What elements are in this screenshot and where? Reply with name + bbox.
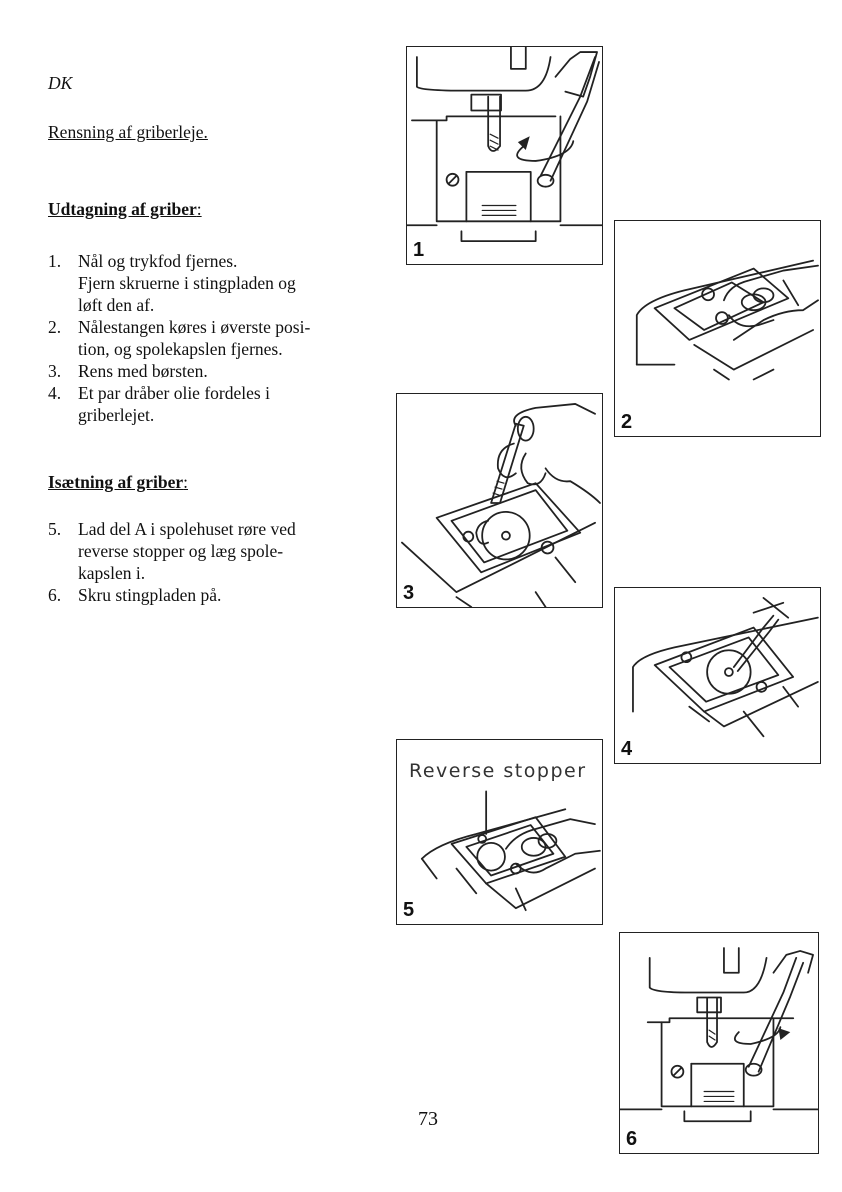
section-title: Rensning af griberleje. (48, 122, 208, 142)
step-line: tion, og spolekapslen fjernes. (78, 339, 283, 359)
removal-heading-text: Udtagning af griber (48, 199, 197, 219)
step-number: 6. (48, 585, 62, 605)
figure-4 (614, 587, 821, 764)
step-number: 5. (48, 519, 62, 539)
step-line: Skru stingpladen på. (78, 585, 222, 605)
lift-needle-plate-icon (615, 221, 820, 436)
step-line: Nålestangen køres i øverste posi- (78, 317, 311, 337)
screwdriver-needle-plate-icon (620, 933, 818, 1153)
figure-number: 2 (621, 411, 633, 433)
figure-2 (614, 220, 821, 437)
insertion-steps (48, 518, 296, 606)
step-5 (48, 518, 296, 584)
figure-number: 1 (413, 239, 425, 261)
figure-caption: Reverse stopper (409, 760, 587, 782)
insertion-heading-text: Isætning af griber (48, 472, 184, 492)
step-line: Lad del A i spolehuset røre ved (78, 519, 296, 539)
step-3 (48, 360, 310, 382)
step-number: 1. (48, 251, 62, 271)
figure-number: 6 (626, 1128, 638, 1150)
step-4 (48, 382, 310, 426)
step-number: 3. (48, 361, 62, 381)
step-line: Fjern skruerne i stingpladen og (78, 273, 296, 293)
figure-number: 3 (403, 582, 415, 604)
figure-5 (396, 739, 603, 925)
page-number: 73 (418, 1108, 438, 1130)
step-line: kapslen i. (78, 563, 146, 583)
removal-steps (48, 250, 310, 426)
step-number: 2. (48, 317, 62, 337)
step-1 (48, 250, 310, 316)
figure-number: 4 (621, 738, 633, 760)
step-line: løft den af. (78, 295, 155, 315)
step-2 (48, 316, 310, 360)
step-6 (48, 584, 296, 606)
bobbin-case-insert-icon (397, 740, 602, 924)
oil-drop-icon (615, 588, 820, 763)
step-line: Nål og trykfod fjernes. (78, 251, 238, 271)
figure-number: 5 (403, 899, 415, 921)
screwdriver-needle-plate-icon (407, 47, 602, 264)
figure-3 (396, 393, 603, 608)
figure-1 (406, 46, 603, 265)
step-number: 4. (48, 383, 62, 403)
figure-6 (619, 932, 819, 1154)
step-line: Rens med børsten. (78, 361, 208, 381)
brush-cleaning-icon (397, 394, 602, 607)
removal-heading: Udtagning af griber: (48, 199, 202, 219)
step-line: reverse stopper og læg spole- (78, 541, 284, 561)
step-line: Et par dråber olie fordeles i (78, 383, 270, 403)
insertion-heading: Isætning af griber: (48, 472, 189, 492)
step-line: griberlejet. (78, 405, 155, 425)
language-code: DK (48, 73, 73, 93)
